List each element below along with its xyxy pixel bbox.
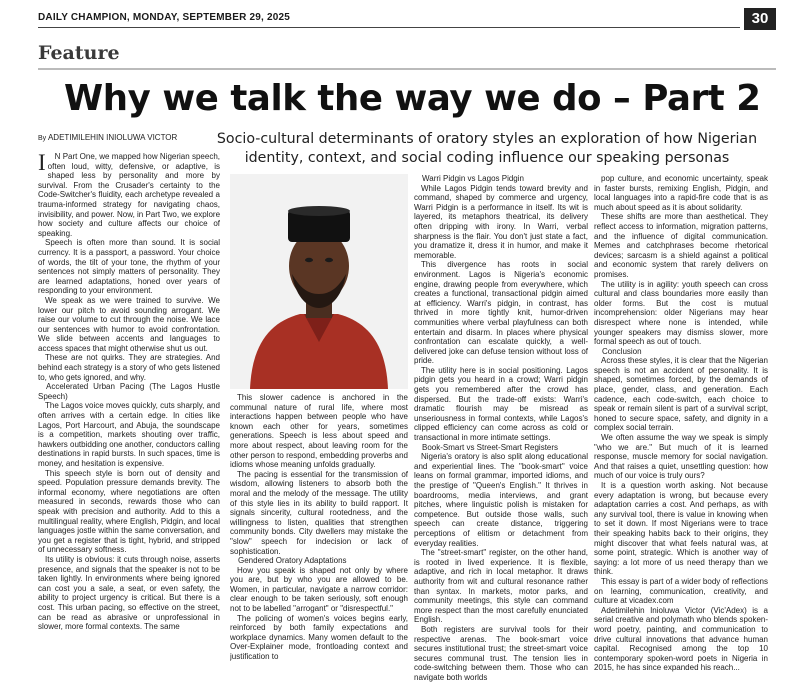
paragraph: While Lagos Pidgin tends toward brevity and command, shaped by commerce and urgency, Warri Pidgin is a performance in itself. Its wit is layered, its metaphors theatrical, its delivery often dripping with irony. In Warri, verbal sharpness is the flair. You don't just state a fact, you dramatize it, dress it in humor, and make it memorable. [414, 183, 588, 260]
drop-cap: I [38, 152, 46, 175]
paragraph: N Part One, we mapped how Nigerian speech, often loud, witty, defensive, or adaptive, is shaped less by personality and more by survival. From the Crusader's certainty to the Code-Switcher's fluidity, each archetype revealed a trauma-informed strategy for navigating chaos, invisibility, and power. Now, in Part Two, we explore how society and culture affects our choice of speaking. [38, 152, 220, 238]
paragraph: Adetimilehin Inioluwa Victor (Vic'Adex) is a serial creative and polymath who blends spoken-word poetry, painting, and communication to drive cultural innovations that advance human capital. Recognised among the top 10 contemporary spoken-word poets in Nigeria in 2015, he has since expanded his reach... [594, 605, 768, 673]
paragraph: The "street-smart" register, on the other hand, is rooted in lived experience. It is flexible, adaptive, and rich in local metaphor. It draws authority from wit and cultural resonance rather than syntax. In markets, motor parks, and community meetings, this style can command more respect than the most carefully enunciated English. [414, 548, 588, 625]
paragraph: This speech style is born out of density and speed. Population pressure demands brevity. The informal economy, where negotiations are often measured in seconds, rewards those who can speak with precision and authority. Add to this a multilingual reality, where English, Pidgin, and local languages jostle within the same conversation, and you get a register that is tight, hybrid, and stripped of unnecessary softness. [38, 468, 220, 555]
paragraph: Across these styles, it is clear that the Nigerian speech is not an accident of personality. It is shaped, sometimes forced, by the demands of place, gender, class, and generation. Each cadence, each code-switch, each choice to speak or remain silent is part of a survival script, honed to secure space, safety, and dignity in a complex social terrain. [594, 356, 768, 433]
page-number: 30 [744, 8, 776, 30]
headline: Why we talk the way we do – Part 2 [64, 78, 761, 119]
byline-author: ADETIMILEHIN INIOLUWA VICTOR [47, 133, 178, 142]
subheading: Gendered Oratory Adaptations [238, 556, 347, 566]
byline-prefix: By [38, 135, 47, 142]
subheading: Warri Pidgin vs Lagos Pidgin [422, 174, 524, 183]
paragraph: It is a question worth asking. Not because every adaptation is wrong, but because every adaptation carries a cost. And perhaps, as with any survival tool, there is value in knowing when to set it down. If most Nigerians were to trace their speaking habits back to their origins, they might discover that what feels natural was, at some point, strategic. Which is another way of saying: a lot more of us need therapy than we think. [594, 481, 768, 577]
subheading: Book-Smart vs Street-Smart Registers [422, 442, 559, 452]
byline [38, 133, 177, 142]
section-rule [38, 68, 776, 70]
paragraph: How you speak is shaped not only by where you are, but by who you are allowed to be. Women, in particular, navigate a narrow corridor: clear enough to be taken seriously, soft enough not to be labelled "arrogant" or "disrespectful." [230, 565, 408, 614]
paragraph: This essay is part of a wider body of reflections on learning, communication, creativity, and culture at vicadex.com [594, 576, 768, 606]
paragraph: This slower cadence is anchored in the communal nature of rural life, where most interactions happen between people who have known each other for years, sometimes generations. Speech is less about speed and more about respect, about leaving room for the other person to respond, embedding proverbs and idioms whose meaning unfolds gradually. [230, 393, 408, 470]
paragraph: This divergence has roots in social environment. Lagos is Nigeria's economic engine, drawing people from everywhere, which creates a functional, transactional pidgin aimed at efficiency. Warri's pidgin, in contrast, has thrived in more tightly knit, humor-driven communities where verbal playfulness can both entertain and disarm. In places where physical confrontation can escalate quickly, a well-delivered joke can defuse tension without loss of pride. [414, 260, 588, 366]
paragraph: Both registers are survival tools for their respective arenas. The book-smart voice secures institutional trust; the street-smart voice secures communal trust. The tension lies in code-switching between them. Those who can navigate both worlds [414, 624, 588, 682]
paragraph: Speech is often more than sound. It is social currency. It is a passport, a password. Your choice of words, the tilt of your tone, the rhythm of your sentences not simply matters of personality. They are learned adaptations, honed over years of responding to your environment. [38, 238, 220, 296]
deck-subtitle: Socio-cultural determinants of oratory styles an exploration of how Nigerian identity, context, and social coding influence our speaking personas [216, 131, 758, 166]
subheading: Conclusion [602, 346, 642, 356]
section-label-wrap [38, 42, 738, 64]
newspaper-dateline: DAILY CHAMPION, MONDAY, SEPTEMBER 29, 2025 [38, 12, 290, 23]
paragraph: We often assume the way we speak is simply "who we are." But much of it is learned response, muscle memory for social navigation. And that raises a quiet, unsettling question: how much of our voice is truly ours? [594, 433, 768, 481]
article-column-3 [414, 174, 588, 684]
paragraph: The utility is in agility: youth speech can cross cultural and class boundaries more easily than older forms. But the cost is mutual incomprehension: older Nigerians may hear disrespect where none is intended, while younger speakers may dismiss slower, more formal speech as out of touch. [594, 279, 768, 347]
article-column-1 [38, 152, 220, 684]
author-photo [230, 174, 408, 389]
page-header [38, 8, 776, 30]
paragraph: The Lagos voice moves quickly, cuts sharply, and often arrives with a certain edge. In cities like Lagos, Port Harcourt, and Abuja, the soundscape is a competition, markets shouting over traffic, hawkers outbidding one another, conductors calling destinations in rapid bursts. In such spaces, time is money, and hesitation is expensive. [38, 401, 220, 468]
header-rule [38, 27, 740, 28]
paragraph: The pacing is essential for the transmission of wisdom, allowing listeners to absorb both the moral and the melody of the message. The utility of this style lies in its ability to build rapport. It signals sincerity, cultural rootedness, and the willingness to listen, qualities that strengthen community bonds. City dwellers may mistake the "slow" speech for indecision or lack of sophistication. [230, 469, 408, 556]
paragraph: These are not quirks. They are strategies. And behind each strategy is a story of who gets listened to, who gets ignored, and why. [38, 353, 220, 382]
paragraph: Nigeria's oratory is also split along educational and experiential lines. The "book-smart" voice leans on formal grammar, imported idioms, and the prestige of "Queen's English." It thrives in boardrooms, media interviews, and grant pitches, where linguistic polish is mistaken for competence. But outside those walls, such speech can create distance, triggering perceptions of elitism or detachment from everyday realities. [414, 452, 588, 548]
article-column-4 [594, 174, 768, 684]
paragraph: The utility here is in social positioning. Lagos pidgin gets you heard in a crowd; Warri pidgin gets you remembered after the crowd has dispersed. But the trade-off exists: Warri's dramatic flourish may be misread as unseriousness in formal contexts, while Lagos's clipped efficiency can come across as cold or transactional in more intimate settings. [414, 365, 588, 443]
section-label: Feature [38, 42, 120, 64]
subheading: Accelerated Urban Pacing (The Lagos Hustle Speech) [38, 382, 220, 401]
paragraph: We speak as we were trained to survive. We lower our pitch to avoid sounding arrogant. We raise our volume to cut through the noise. We lace our sentences with humor to avoid confrontation. We slide between accents and languages to access spaces that might otherwise shut us out. [38, 295, 220, 353]
portrait-image [230, 174, 408, 389]
paragraph: These shifts are more than aesthetical. They reflect access to information, migration patterns, and the influence of digital communication. Memes and catchphrases become rhetorical devices; sarcasm is a shield against a political and economic system that rarely delivers on promises. [594, 212, 768, 279]
paragraph: Its utility is obvious: it cuts through noise, asserts presence, and signals that the speaker is not to be taken lightly. In environments where being ignored can cost you a sale, a seat, or even safety, the ability to project urgency is critical. But there is a cost. This urban pacing, so effective on the street, can be read as abrasive or unprofessional in slower, more formal contexts. The same [38, 554, 220, 632]
paragraph: The policing of women's voices begins early, reinforced by both family expectations and workplace dynamics. Many women default to the Over-Explainer mode, frontloading context and justification to [230, 613, 408, 662]
article-column-2 [230, 393, 408, 684]
paragraph: pop culture, and economic uncertainty, speak in faster bursts, remixing English, Pidgin, and local languages into a rapid-fire code that is as much about speed as it is about solidarity. [594, 174, 768, 212]
